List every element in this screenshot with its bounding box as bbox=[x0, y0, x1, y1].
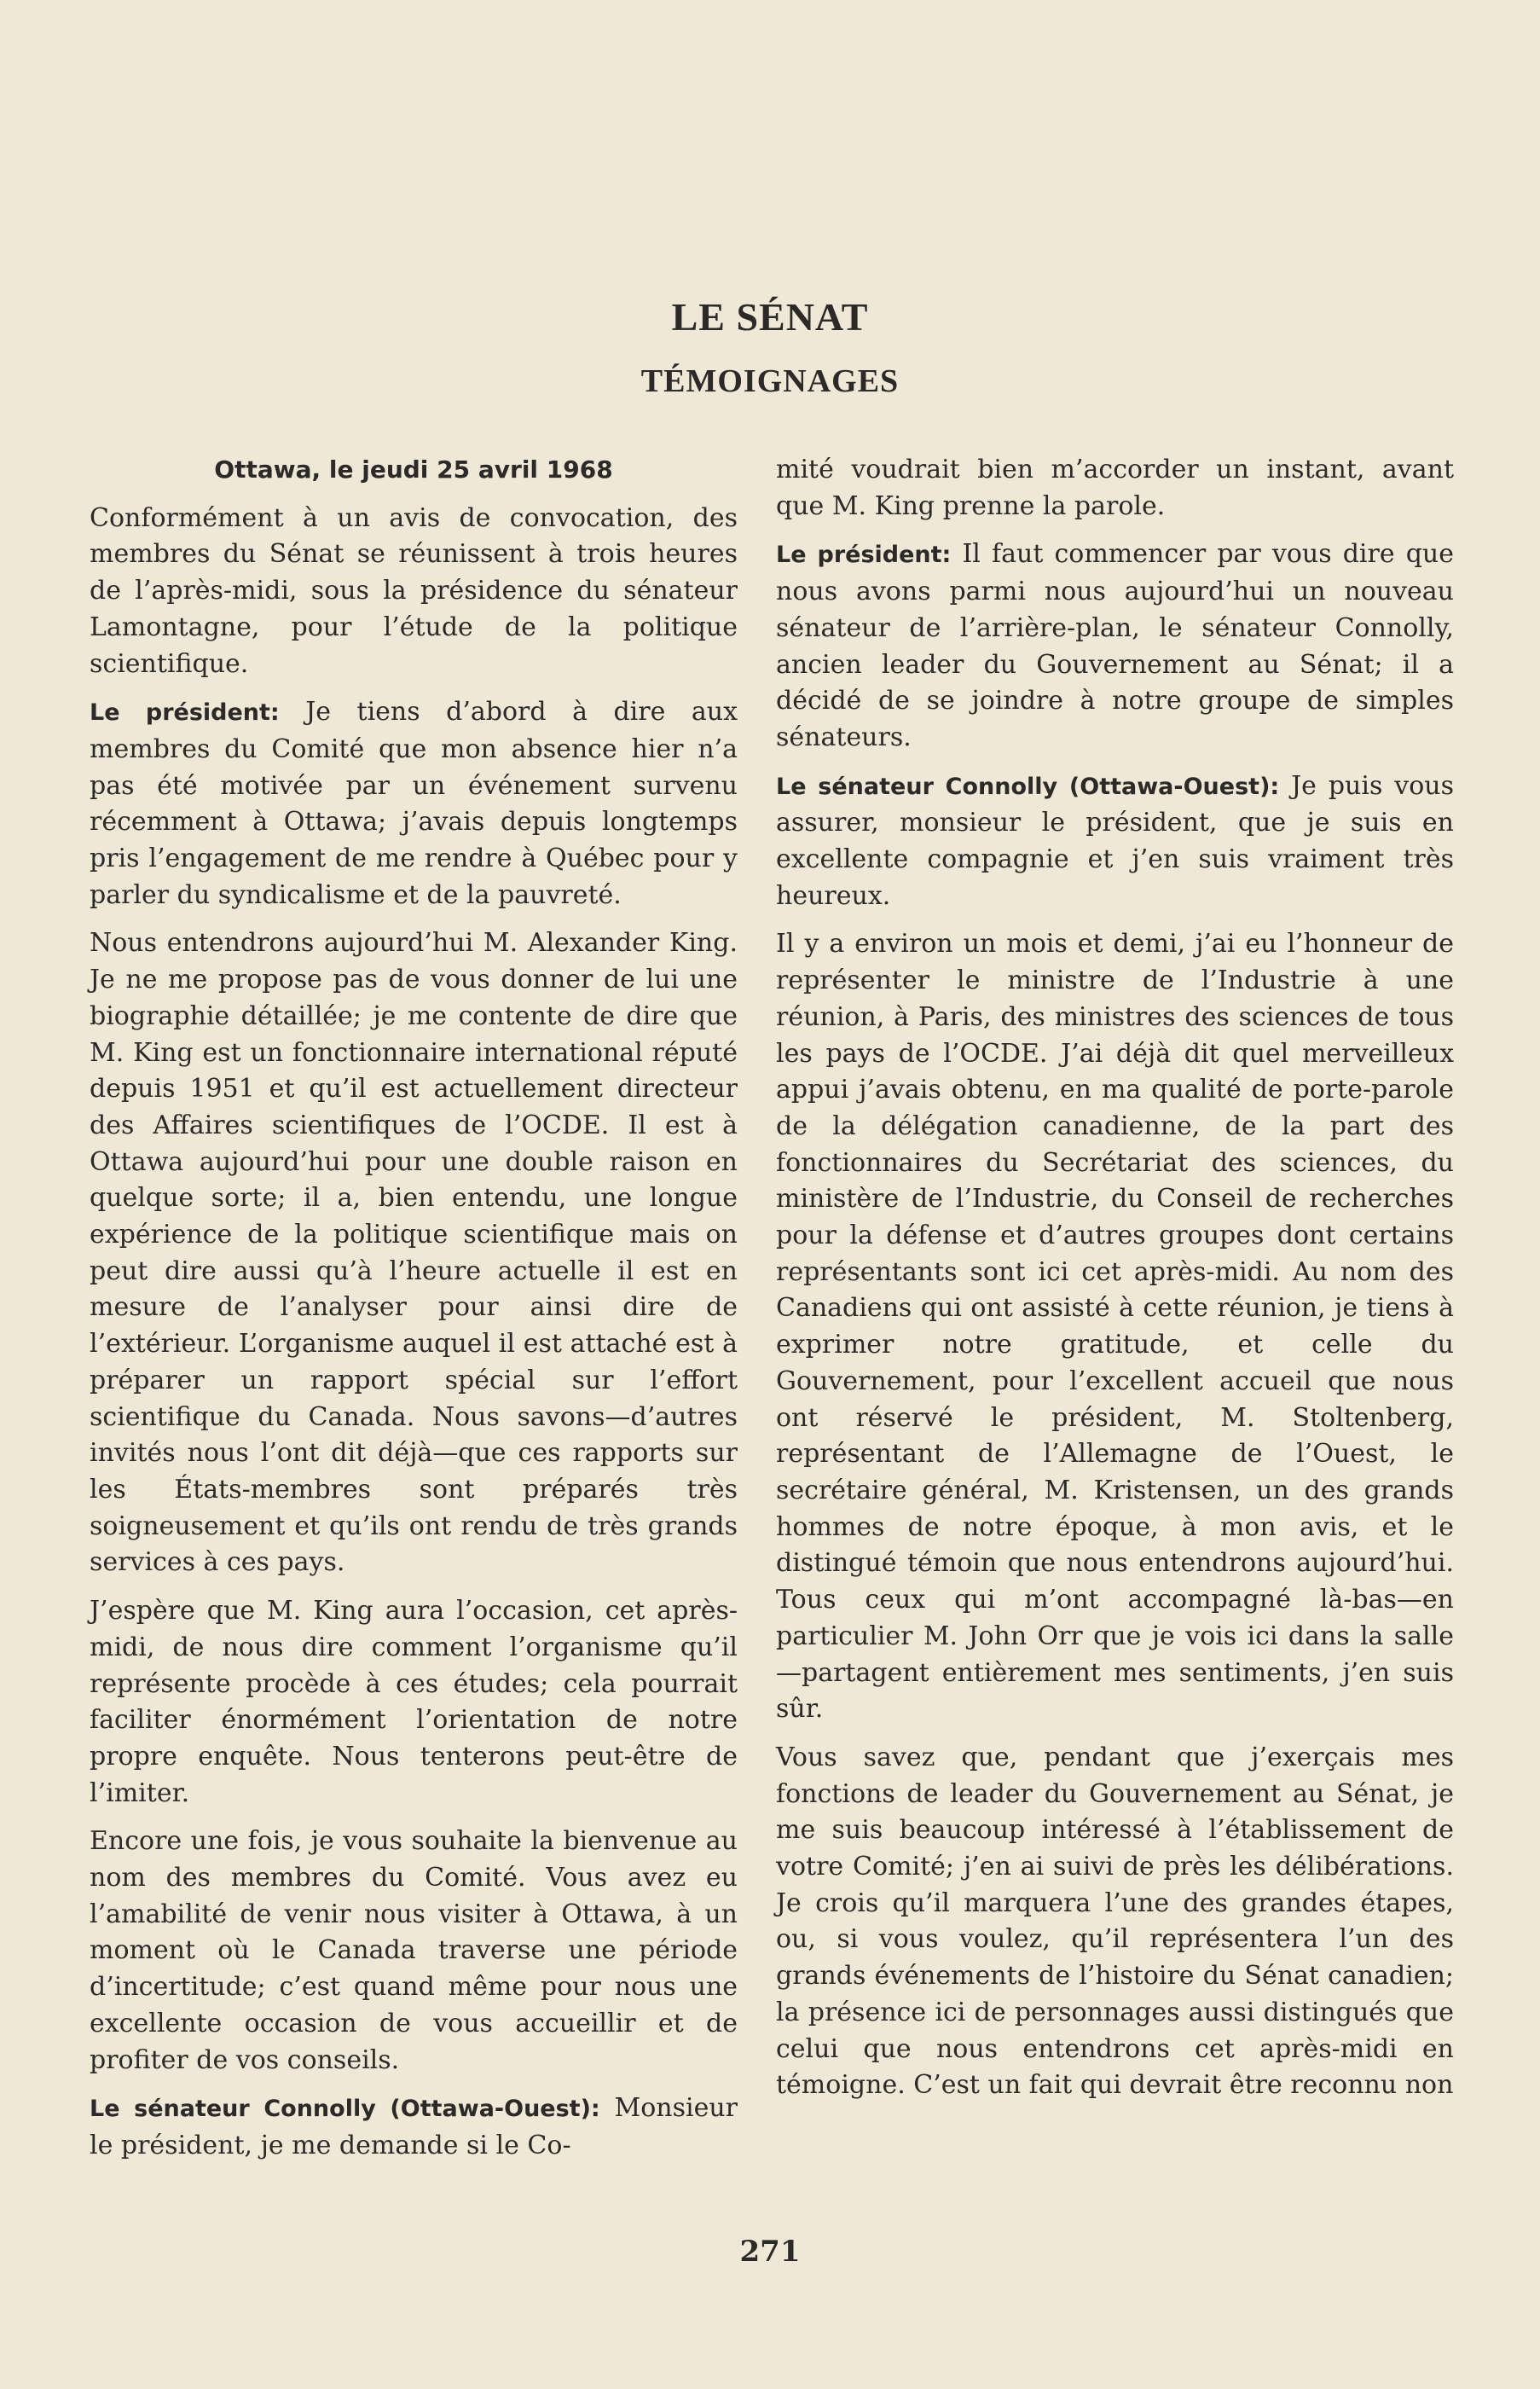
page-title: LE SÉNAT bbox=[671, 295, 869, 339]
page-subtitle: TÉMOIGNAGES bbox=[640, 363, 900, 399]
speech-text: Il faut commencer par vous dire que nous avons parmi nous aujourd’hui un nouveau sénateur de l’arrière-plan, le sénateur Connolly, ancien leader du Gouvernement au Sénat; il a décidé de se joindre à notre groupe de simples sénateurs. bbox=[776, 539, 1455, 752]
paragraph: Il y a environ un mois et demi, j’ai eu l’honneur de représenter le ministre de l’Industrie à une réunion, à Paris, des ministres des sciences de tous les pays de l’OCDE. J’ai déjà dit quel merveilleux appui j’avais obtenu, en ma qualité de porte-parole de la délégation canadienne, de la part des fonctionnaires du Secrétariat des sciences, du ministère de l’Industrie, du Conseil de recherches pour la défense et d’autres groupes dont certains représentants sont ici cet après-midi. Au nom des Canadiens qui ont assisté à cette réunion, je tiens à exprimer notre gratitude, et celle du Gouvernement, pour l’excellent accueil que nous ont réservé le président, M. Stoltenberg, représentant de l’Allemagne de l’Ouest, le secrétaire général, M. Kristensen, un des grands hommes de notre époque, à mon avis, et le distingué témoin que nous entendrons aujourd’hui. Tous ceux qui m’ont accompagné là-bas—en particulier M. John Orr que je vois ici dans la salle—partagent entièrement mes sentiments, j’en suis sûr. bbox=[776, 929, 1454, 1725]
paragraph: Vous savez que, pendant que j’exerçais mes fonctions de leader du Gouvernement au Sénat, je me suis beaucoup intéressé à l’établissement de votre Comité; j’en ai suivi de près les délibérations. Je crois qu’il marquera l’une des grandes étapes, ou, si vous voulez, qu’il représentera l’un des grands événements de l’histoire du Sénat canadien; la présence ici de personnages aussi distingués que celui que nous entendrons cet après-midi en témoigne. C’est un fait qui devrait être reconnu non bbox=[776, 1742, 1454, 2101]
paragraph: J’espère que M. King aura l’occasion, cet après-midi, de nous dire comment l’organisme qu’il représente procède à ces études; cela pourrait faciliter énormément l’orientation de notre propre enquête. Nous tenterons peut-être de l’imiter. bbox=[90, 1596, 738, 1808]
page-number: 271 bbox=[739, 2235, 801, 2269]
paragraph: Conformément à un avis de convocation, des membres du Sénat se réunissent à trois heures de l’après-midi, sous la présidence du sénateur Lamontagne, pour l’étude de la politique scientifique. bbox=[90, 502, 738, 679]
paragraph: mité voudrait bien m’accorder un instant, avant que M. King prenne la parole. bbox=[776, 455, 1454, 521]
speaker-label: Le sénateur Connolly (Ottawa-Ouest): bbox=[776, 773, 1280, 800]
speaker-label: Le président: bbox=[776, 542, 952, 569]
paragraph: Nous entendrons aujourd’hui M. Alexander King. Je ne me propose pas de vous donner de lui une biographie détaillée; je me contente de dire que M. King est un fonctionnaire international réputé depuis 1951 et qu’il est actuellement directeur des Affaires scientifiques de l’OCDE. Il est à Ottawa aujourd’hui pour une double raison en quelque sorte; il a, bien entendu, une longue expérience de la politique scientifique mais on peut dire aussi qu’à l’heure actuelle il est en mesure de l’analyser pour ainsi dire de l’extérieur. L’organisme auquel il est attaché est à préparer un rapport spécial sur l’effort scientifique du Canada. Nous savons—d’autres invités nous l’ont dit déjà—que ces rapports sur les États-membres sont préparés très soigneusement et qu’ils ont rendu de très grands services à ces pays. bbox=[90, 928, 738, 1578]
speaker-label: Le président: bbox=[90, 699, 280, 727]
speech-text: Je puis vous assurer, monsieur le président, que je suis en excellente compagnie et j’en suis vraiment très heureux. bbox=[776, 770, 1454, 911]
speaker-label: Le sénateur Connolly (Ottawa-Ouest): bbox=[90, 2096, 600, 2123]
session-date: Ottawa, le jeudi 25 avril 1968 bbox=[214, 455, 613, 484]
paragraph bbox=[90, 694, 738, 913]
paragraph bbox=[776, 536, 1454, 756]
right-column bbox=[776, 452, 1454, 2116]
speech-text: Monsieur le président, je me demande si le Co- bbox=[90, 2093, 738, 2160]
left-column bbox=[90, 452, 738, 2177]
paragraph bbox=[776, 768, 1454, 915]
speech-text: Je tiens d’abord à dire aux membres du Comité que mon absence hier n’a pas été motivée par un événement survenu récemment à Ottawa; j’avais depuis longtemps pris l’engagement de me rendre à Québec pour y parler du syndicalisme et de la pauvreté. bbox=[90, 697, 738, 910]
paragraph bbox=[90, 2090, 738, 2164]
paragraph: Encore une fois, je vous souhaite la bienvenue au nom des membres du Comité. Vous avez eu l’amabilité de venir nous visiter à Ottawa, à un moment où le Canada traverse une période d’incertitude; c’est quand même pour nous une excellente occasion de vous accueillir et de profiter de vos conseils. bbox=[90, 1826, 738, 2075]
